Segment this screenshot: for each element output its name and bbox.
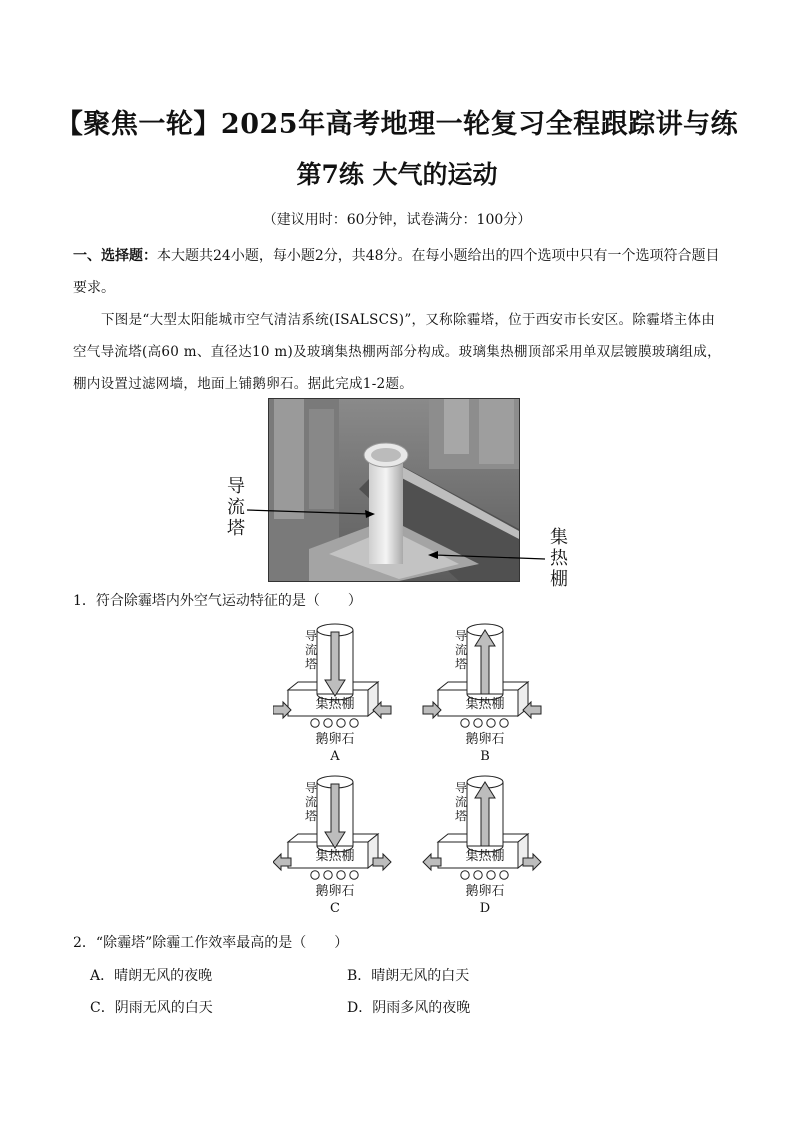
pebble (461, 719, 469, 727)
pebbles-label: 鹅卵石 (465, 884, 505, 899)
q2-option-a[interactable]: A．晴朗无风的夜晚 (90, 968, 213, 984)
pebble (324, 719, 332, 727)
option-diagram-b (423, 624, 541, 764)
photo-left-label-char: 导 (227, 476, 245, 497)
tower-label-char: 塔 (454, 809, 468, 823)
section-instruction (73, 240, 723, 304)
tower-label-char: 流 (304, 643, 318, 657)
question-1-stem: 1．符合除霾塔内外空气运动特征的是（ ） (73, 593, 362, 609)
section-label: 一、选择题： (73, 248, 157, 264)
tower-label-char: 塔 (304, 657, 318, 671)
tower-label-char: 流 (454, 795, 468, 809)
pebble (487, 719, 495, 727)
pebble (474, 719, 482, 727)
pebble (500, 871, 508, 879)
q1-diagrams (273, 622, 553, 922)
photo-right-label-char: 热 (550, 548, 568, 569)
option-diagram-c (273, 776, 391, 916)
pebble (487, 871, 495, 879)
question-2-stem: 2．“除霾塔”除霾工作效率最高的是（ ） (73, 935, 349, 951)
photo-left-label-char: 塔 (227, 518, 245, 539)
pebble (337, 719, 345, 727)
option-letter: D (479, 901, 491, 916)
photo-left-arrow (245, 500, 380, 520)
tower-label-char: 导 (454, 781, 468, 795)
pebble (311, 871, 319, 879)
pebbles-label: 鹅卵石 (315, 732, 355, 747)
shed-label: 集热棚 (315, 697, 355, 712)
pebble (500, 719, 508, 727)
tower-label-char: 流 (454, 643, 468, 657)
tower-label-char: 塔 (304, 809, 318, 823)
photo-right-label-char: 棚 (550, 569, 568, 590)
q1-diagrams-svg (273, 622, 553, 922)
photo-left-label-char: 流 (227, 497, 245, 518)
shed-label: 集热棚 (465, 697, 505, 712)
tower-label-char: 导 (454, 629, 468, 643)
tower-label-char: 导 (304, 629, 318, 643)
intro-paragraph: 下图是“大型太阳能城市空气清洁系统(ISALSCS)”，又称除霾塔，位于西安市长安区。除霾塔主体由空气导流塔(高60 m、直径达10 m)及玻璃集热棚两部分构成。玻璃集热棚顶部采用单双层镀膜玻璃组成，棚内设置过滤网墙，地面上铺鹅卵石。据此完成1-2题。 (73, 312, 721, 392)
q2-option-b[interactable]: B．晴朗无风的白天 (347, 968, 470, 984)
photo-right-label (548, 527, 570, 590)
option-diagram-d (423, 776, 541, 916)
tower-label-char: 导 (304, 781, 318, 795)
option-letter: B (480, 749, 490, 764)
exercise-title: 第7练 大气的运动 (296, 160, 498, 189)
photo-right-label-char: 集 (550, 527, 568, 548)
pebble (350, 719, 358, 727)
pebble (461, 871, 469, 879)
tower-label-char: 塔 (454, 657, 468, 671)
section-text: 本大题共24小题，每小题2分，共48分。在每小题给出的四个选项中只有一个选项符合题目要求。 (73, 248, 720, 296)
pebble (474, 871, 482, 879)
shed-label: 集热棚 (315, 849, 355, 864)
q2-option-d[interactable]: D．阴雨多风的夜晚 (347, 1000, 471, 1016)
pebble (324, 871, 332, 879)
pebble (337, 871, 345, 879)
option-letter: A (330, 749, 340, 764)
q2-option-c[interactable]: C．阴雨无风的白天 (90, 1000, 213, 1016)
time-note: （建议用时：60分钟，试卷满分：100分） (262, 212, 532, 228)
document-title: 【聚焦一轮】2025年高考地理一轮复习全程跟踪讲与练 (55, 109, 739, 140)
option-letter: C (330, 901, 340, 916)
pebble (350, 871, 358, 879)
shed-label: 集热棚 (465, 849, 505, 864)
photo-right-arrow (425, 545, 550, 565)
pebble (311, 719, 319, 727)
pebbles-label: 鹅卵石 (465, 732, 505, 747)
option-diagram-a (273, 624, 391, 764)
tower-label-char: 流 (304, 795, 318, 809)
pebbles-label: 鹅卵石 (315, 884, 355, 899)
photo-left-label (225, 476, 247, 539)
